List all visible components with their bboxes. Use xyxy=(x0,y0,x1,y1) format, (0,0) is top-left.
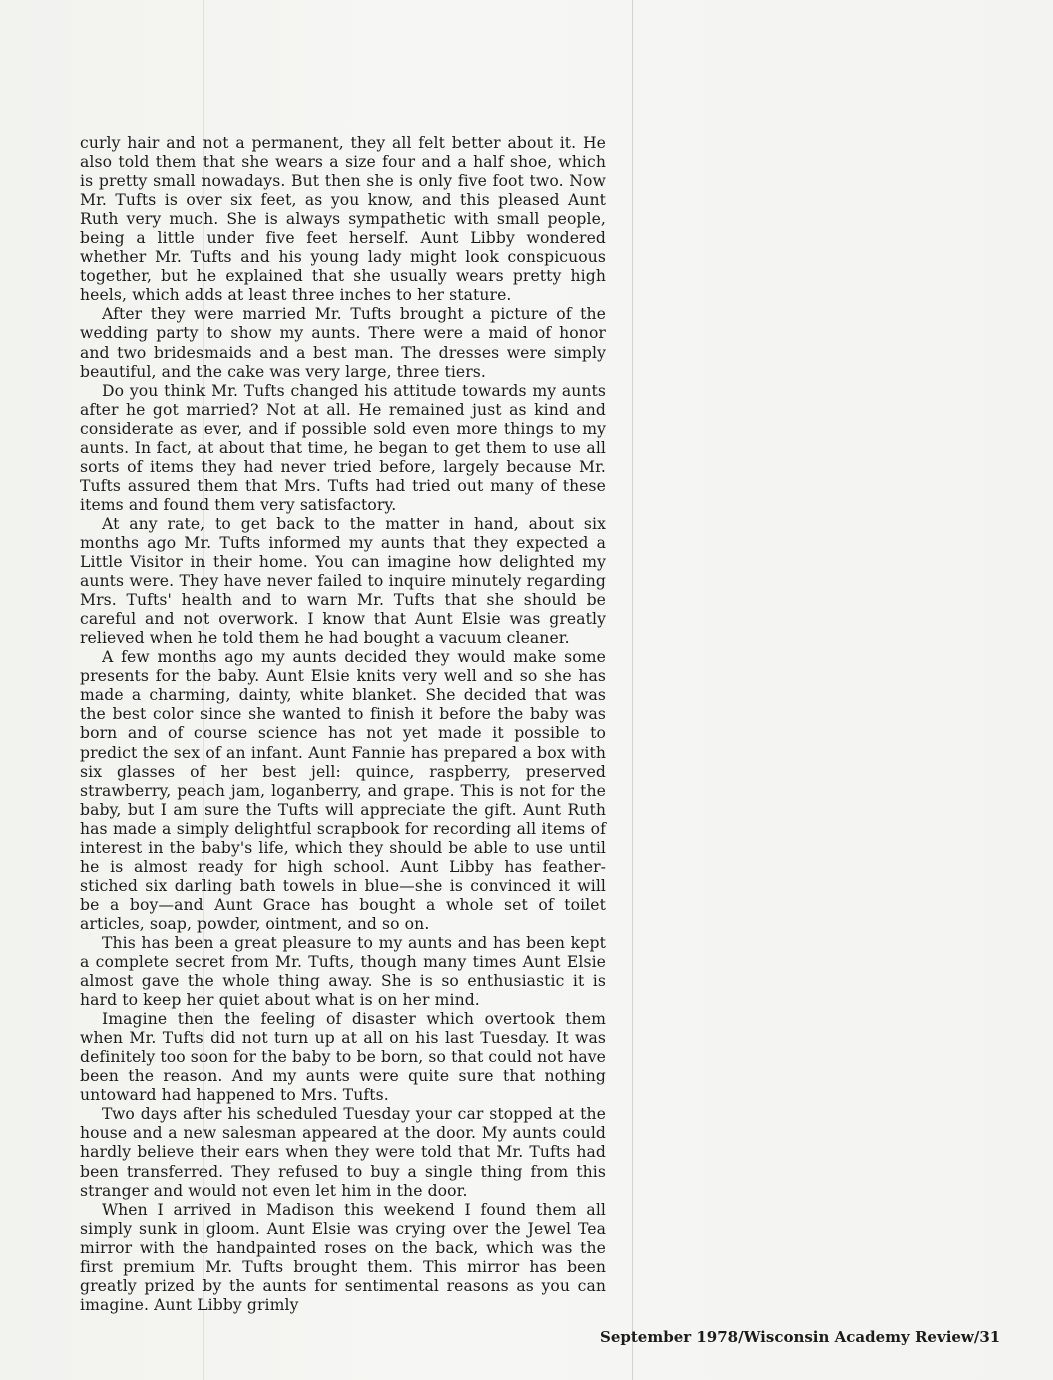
page-fold-line xyxy=(632,0,633,1380)
page-folio: September 1978/Wisconsin Academy Review/31 xyxy=(600,1328,1001,1346)
article-paragraph: Do you think Mr. Tufts changed his attitude towards my aunts after he got married? Not at all. He remained just as kind and considerate as ever, and if possible sold even more things to my aunts. In fact, at about that time, he began to get them to use all sorts of items they had never tried before, largely because Mr. Tufts assured them that Mrs. Tufts had tried out many of these items and found them very satisfactory. xyxy=(80,381,606,514)
article-paragraph: Two days after his scheduled Tuesday your car stopped at the house and a new salesman appeared at the door. My aunts could hardly believe their ears when they were told that Mr. Tufts had been transferred. They refused to buy a single thing from this stranger and would not even let him in the door. xyxy=(80,1105,606,1200)
article-paragraph: curly hair and not a permanent, they all felt better about it. He also told them that she wears a size four and a half shoe, which is pretty small nowadays. But then she is only five foot two. Now Mr. Tufts is over six feet, as you know, and this pleased Aunt Ruth very much. She is always sympathetic with small people, being a little under five feet herself. Aunt Libby wondered whether Mr. Tufts and his young lady might look conspicuous together, but he explained that she usually wears pretty high heels, which adds at least three inches to her stature. xyxy=(80,134,606,305)
article-paragraph: When I arrived in Madison this weekend I found them all simply sunk in gloom. Aunt Elsie was crying over the Jewel Tea mirror with the handpainted roses on the back, which was the first premium Mr. Tufts brought them. This mirror has been greatly prized by the aunts for sentimental reasons as you can imagine. Aunt Libby grimly xyxy=(80,1200,606,1314)
article-column xyxy=(80,134,606,1315)
article-paragraph: This has been a great pleasure to my aunts and has been kept a complete secret from Mr. Tufts, though many times Aunt Elsie almost gave the whole thing away. She is so enthusiastic it is hard to keep her quiet about what is on her mind. xyxy=(80,933,606,1010)
article-paragraph: At any rate, to get back to the matter in hand, about six months ago Mr. Tufts informed my aunts that they expected a Little Visitor in their home. You can imagine how delighted my aunts were. They have never failed to inquire minutely regarding Mrs. Tufts' health and to warn Mr. Tufts that she should be careful and not overwork. I know that Aunt Elsie was greatly relieved when he told them he had bought a vacuum cleaner. xyxy=(80,514,606,648)
article-paragraph: After they were married Mr. Tufts brought a picture of the wedding party to show my aunts. There were a maid of honor and two bridesmaids and a best man. The dresses were simply beautiful, and the cake was very large, three tiers. xyxy=(80,305,606,381)
article-paragraph: A few months ago my aunts decided they would make some presents for the baby. Aunt Elsie knits very well and so she has made a charming, dainty, white blanket. She decided that was the best color since she wanted to finish it before the baby was born and of course science has not yet made it possible to predict the sex of an infant. Aunt Fannie has prepared a box with six glasses of her best jell: quince, raspberry, preserved strawberry, peach jam, loganberry, and grape. This is not for the baby, but I am sure the Tufts will appreciate the gift. Aunt Ruth has made a simply delightful scrapbook for recording all items of interest in the baby's life, which they should be able to use until he is almost ready for high school. Aunt Libby has feather-stiched six darling bath towels in blue—she is convinced it will be a boy—and Aunt Grace has bought a whole set of toilet articles, soap, powder, ointment, and so on. xyxy=(80,648,606,933)
article-paragraph: Imagine then the feeling of disaster which overtook them when Mr. Tufts did not turn up at all on his last Tuesday. It was definitely too soon for the baby to be born, so that could not have been the reason. And my aunts were quite sure that nothing untoward had happened to Mrs. Tufts. xyxy=(80,1010,606,1105)
